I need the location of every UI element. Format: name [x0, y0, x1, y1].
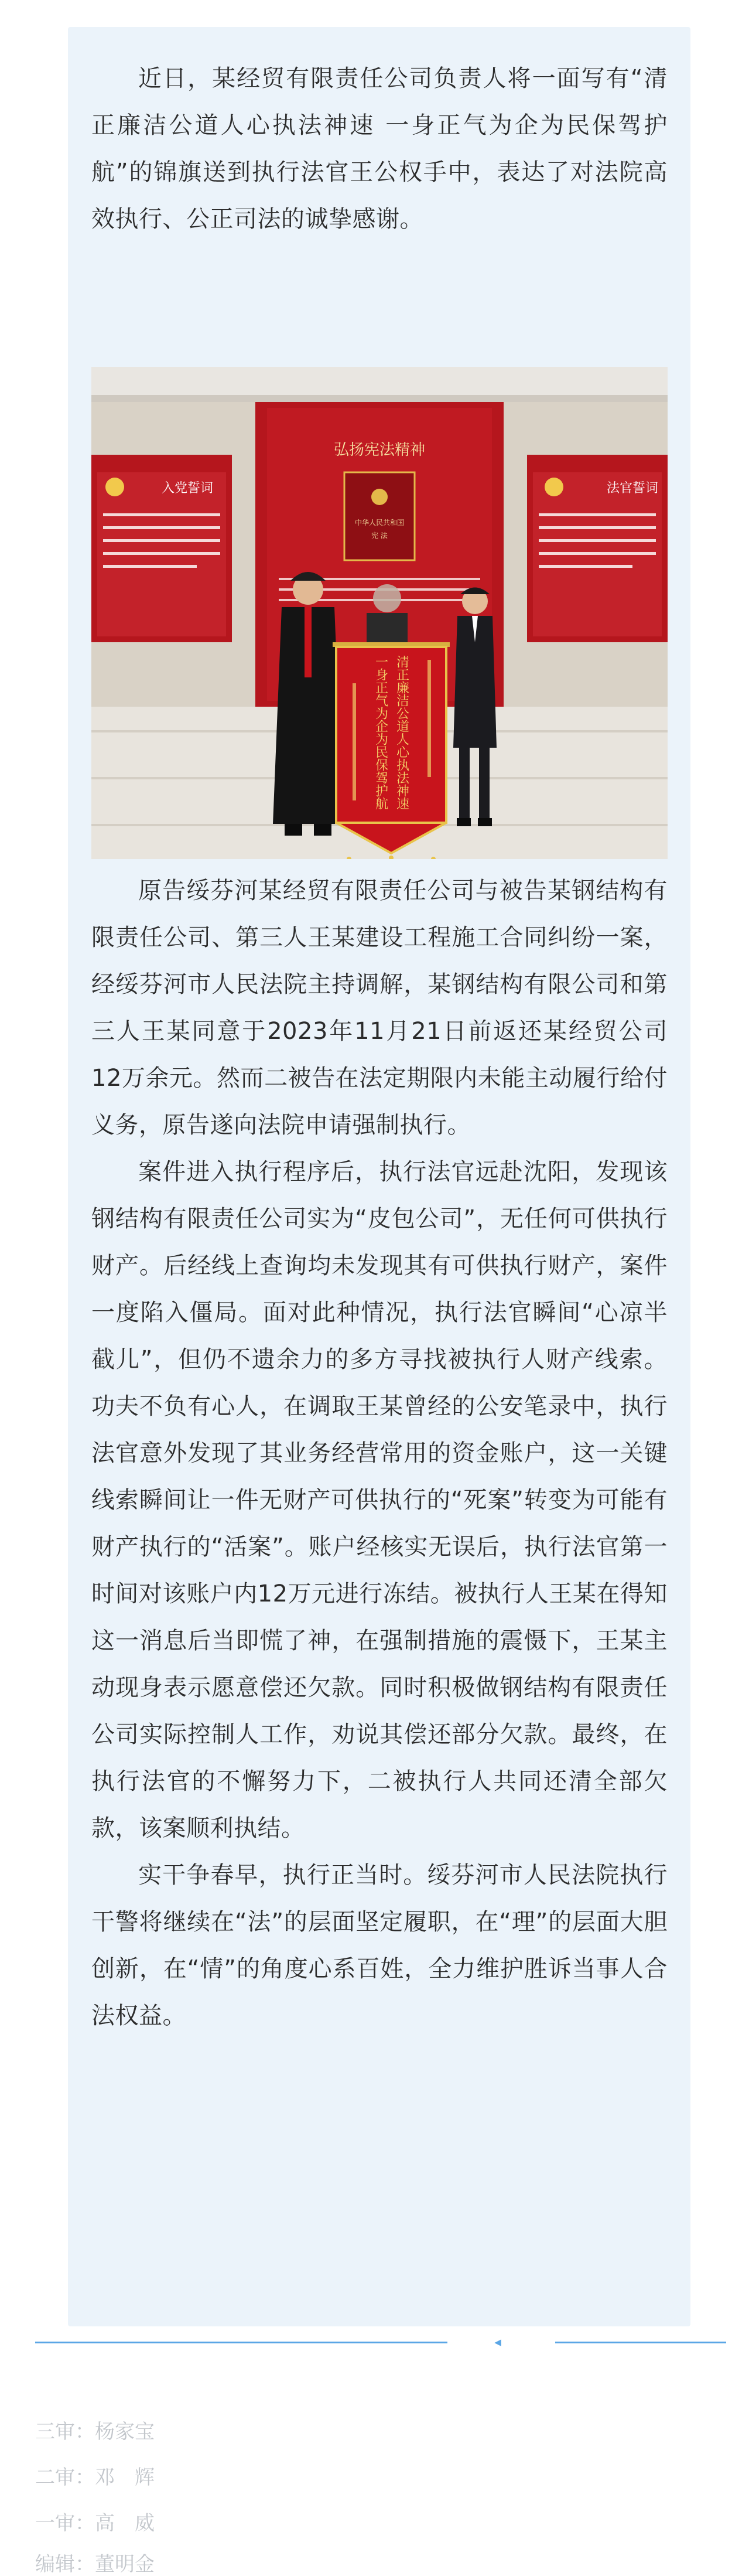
banner-line-1: 清正廉洁公道人心执法神速	[394, 655, 409, 810]
award-photo-scene	[91, 367, 668, 859]
banner-line-2: 一身正气为企为民保驾护航	[373, 655, 388, 810]
book-line-1: 中华人民共和国	[354, 519, 405, 527]
hall-title: 弘扬宪法精神	[333, 441, 426, 459]
book-line-2: 宪 法	[371, 531, 388, 540]
divider-right-line	[555, 2342, 726, 2343]
court-emblem-icon	[545, 478, 563, 496]
party-emblem-icon	[105, 478, 124, 496]
article-paragraph-2: 原告绥芬河某经贸有限责任公司与被告某钢结构有限责任公司、第三人王某建设工程施工合同纠纷一案，经绥芬河市人民法院主持调解，某钢结构有限公司和第三人王某同意于2023年11月21日前返还某经贸公司12万余元。然而二被告在法定期限内未能主动履行给付义务，原告遂向法院申请强制执行。	[91, 877, 668, 1139]
article-paragraph-3: 案件进入执行程序后，执行法官远赴沈阳，发现该钢结构有限责任公司实为“皮包公司”，无任何可供执行财产。后经线上查询均未发现其有可供执行财产，案件一度陷入僵局。面对此种情况，执行法官瞬间“心凉半截儿”，但仍不遗余力的多方寻找被执行人财产线索。功夫不负有心人，在调取王某曾经的公安笔录中，执行法官意外发现了其业务经营常用的资金账户，这一关键线索瞬间让一件无财产可供执行的“死案”转变为可能有财产执行的“活案”。账户经核实无误后，执行法官第一时间对该账户内12万元进行冻结。被执行人王某在得知这一消息后当即慌了神，在强制措施的震慑下，王某主动现身表示愿意偿还欠款。同时积极做钢结构有限责任公司实际控制人工作，劝说其偿还部分欠款。最终，在执行法官的不懈努力下，二被执行人共同还清全部欠款，该案顺利执结。	[91, 1158, 668, 1842]
credit-first-review: 一审：高 威	[35, 2512, 155, 2535]
article-paragraph-4: 实干争春早，执行正当时。绥芬河市人民法院执行干警将继续在“法”的层面坚定履职，在“理”的层面大胆创新，在“情”的角度心系百姓，全力维护胜诉当事人合法权益。	[91, 1862, 668, 2029]
national-emblem-icon	[371, 489, 388, 505]
divider-left-line	[35, 2342, 447, 2343]
judge-figure	[273, 572, 343, 836]
right-board-title: 法官誓词	[607, 481, 659, 496]
pennant-banner	[333, 642, 450, 859]
left-board-title: 入党誓词	[162, 481, 214, 496]
credit-third-review: 三审：杨家宝	[35, 2420, 155, 2444]
credit-second-review: 二审：邓 辉	[35, 2466, 155, 2489]
credit-editor: 编辑：董明金	[35, 2553, 155, 2576]
divider-arrow-icon: ◀	[494, 2337, 501, 2347]
constitution-book	[344, 472, 415, 560]
article-paragraph-1: 近日，某经贸有限责任公司负责人将一面写有“清正廉洁公道人心执法神速 一身正气为企为民保驾护航”的锦旗送到执行法官王公权手中，表达了对法院高效执行、公正司法的诚挚感谢。	[91, 65, 668, 233]
award-photo	[91, 367, 668, 859]
